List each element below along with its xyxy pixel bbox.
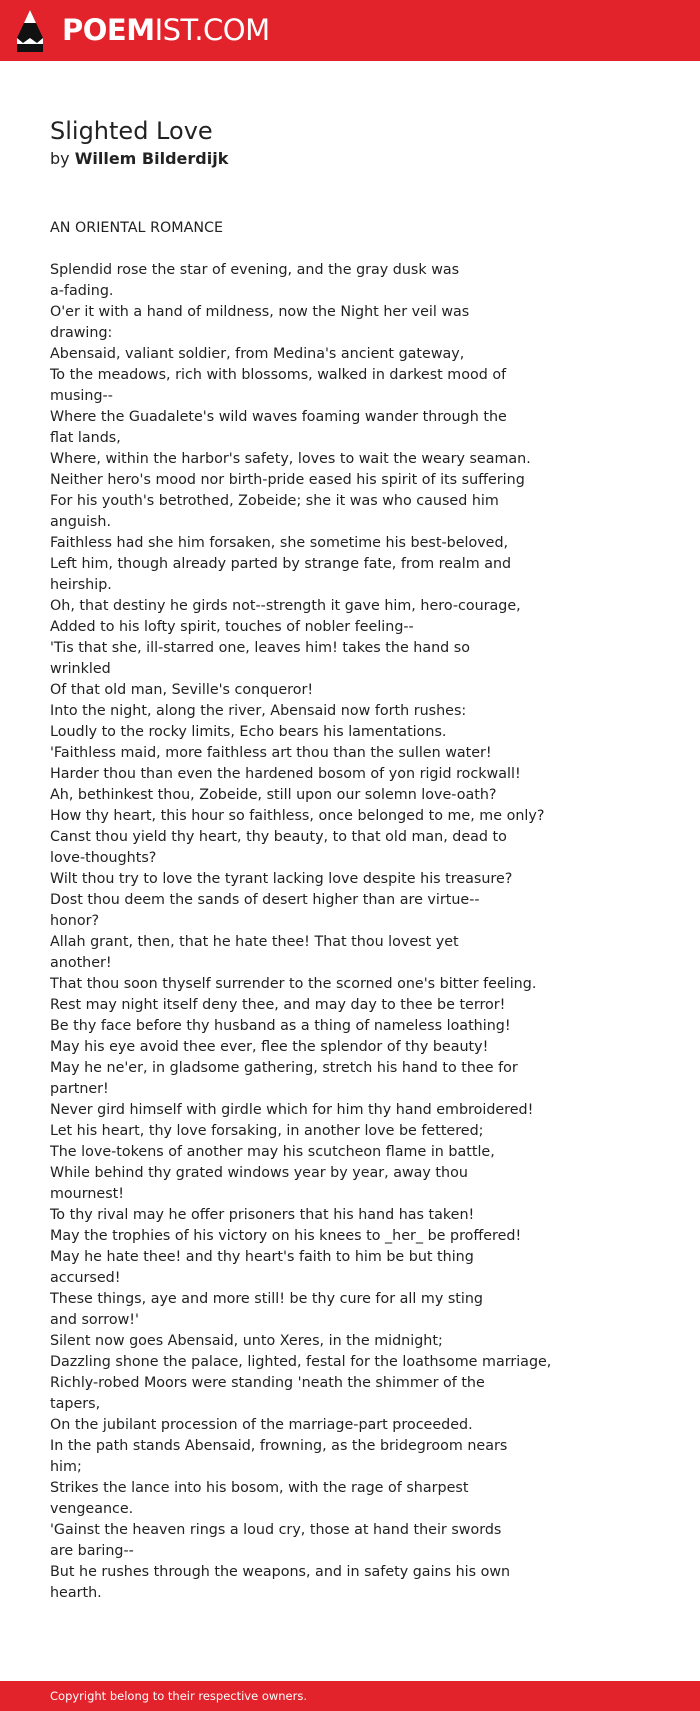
poem-line: Strikes the lance into his bosom, with the rage of sharpest xyxy=(50,1480,469,1496)
poem-line: Richly-robed Moors were standing 'neath the shimmer of the xyxy=(50,1375,485,1391)
poem-line: vengeance. xyxy=(50,1501,134,1517)
poem-line: Where, within the harbor's safety, loves to wait the weary seaman. xyxy=(50,451,531,467)
poem-author: Willem Bilderdijk xyxy=(74,149,229,168)
poem-line: For his youth's betrothed, Zobeide; she it was who caused him xyxy=(50,493,499,509)
poem-line: another! xyxy=(50,955,112,971)
poem-byline xyxy=(50,148,228,170)
poem-line: Neither hero's mood nor birth-pride eased his spirit of its suffering xyxy=(50,472,525,488)
poem-line: Faithless had she him forsaken, she sometime his best-beloved, xyxy=(50,535,509,551)
poem-line: May the trophies of his victory on his knees to _her_ be proffered! xyxy=(50,1228,522,1244)
poem-line: May he ne'er, in gladsome gathering, stretch his hand to thee for xyxy=(50,1060,518,1076)
poem-line: Abensaid, valiant soldier, from Medina's ancient gateway, xyxy=(50,346,465,362)
poem-line: partner! xyxy=(50,1081,109,1097)
poem-line: May his eye avoid thee ever, flee the splendor of thy beauty! xyxy=(50,1039,489,1055)
poem-line: accursed! xyxy=(50,1270,121,1286)
poem-line: him; xyxy=(50,1459,82,1475)
poem-line: The love-tokens of another may his scutcheon flame in battle, xyxy=(50,1144,495,1160)
site-footer xyxy=(0,1681,700,1711)
poem-line: flat lands, xyxy=(50,430,121,446)
poem-line: Silent now goes Abensaid, unto Xeres, in the midnight; xyxy=(50,1333,443,1349)
poem-line: Left him, though already parted by strange fate, from realm and xyxy=(50,556,512,572)
copyright-text: Copyright belong to their respective owners. xyxy=(50,1689,308,1703)
poem-line: a-fading. xyxy=(50,283,114,299)
poem-line: Dazzling shone the palace, lighted, festal for the loathsome marriage, xyxy=(50,1354,552,1370)
poem-line: mournest! xyxy=(50,1186,125,1202)
poem-line: Be thy face before thy husband as a thing of nameless loathing! xyxy=(50,1018,511,1034)
poem-line: tapers, xyxy=(50,1396,101,1412)
poem-line: But he rushes through the weapons, and in safety gains his own xyxy=(50,1564,511,1580)
byline-prefix: by xyxy=(50,149,70,168)
poem-line: Rest may night itself deny thee, and may day to thee be terror! xyxy=(50,997,506,1013)
poem-line: These things, aye and more still! be thy cure for all my sting xyxy=(50,1291,483,1307)
poem-line: Splendid rose the star of evening, and the gray dusk was xyxy=(50,262,460,278)
poem-line: Into the night, along the river, Abensaid now forth rushes: xyxy=(50,703,467,719)
poem-line: anguish. xyxy=(50,514,111,530)
poem-line: honor? xyxy=(50,913,100,929)
poem-line: Of that old man, Seville's conqueror! xyxy=(50,682,314,698)
logo-brand-light: IST.COM xyxy=(154,13,270,47)
poem-body xyxy=(50,218,552,1604)
poem-line: hearth. xyxy=(50,1585,102,1601)
poem-line: May he hate thee! and thy heart's faith to him be but thing xyxy=(50,1249,474,1265)
poem-line: Where the Guadalete's wild waves foaming wander through the xyxy=(50,409,507,425)
poem-line: 'Faithless maid, more faithless art thou than the sullen water! xyxy=(50,745,492,761)
poem-lines xyxy=(50,260,552,1604)
poem-line: musing-- xyxy=(50,388,113,404)
poem-line: How thy heart, this hour so faithless, once belonged to me, me only? xyxy=(50,808,545,824)
pencil-icon[interactable] xyxy=(17,10,43,52)
poem-line: Oh, that destiny he girds not--strength it gave him, hero-courage, xyxy=(50,598,521,614)
poem-line: In the path stands Abensaid, frowning, as the bridegroom nears xyxy=(50,1438,508,1454)
poem-line: love-thoughts? xyxy=(50,850,157,866)
poem-line: wrinkled xyxy=(50,661,111,677)
poem-line: are baring-- xyxy=(50,1543,134,1559)
poem-line: That thou soon thyself surrender to the scorned one's bitter feeling. xyxy=(50,976,537,992)
poem-line: Ah, bethinkest thou, Zobeide, still upon our solemn love-oath? xyxy=(50,787,497,803)
poem-line: Wilt thou try to love the tyrant lacking love despite his treasure? xyxy=(50,871,513,887)
poem-line: While behind thy grated windows year by year, away thou xyxy=(50,1165,468,1181)
poem-line: Never gird himself with girdle which for him thy hand embroidered! xyxy=(50,1102,534,1118)
poem-line: drawing: xyxy=(50,325,113,341)
poem-line: 'Tis that she, ill-starred one, leaves him! takes the hand so xyxy=(50,640,470,656)
poem-line: Canst thou yield thy heart, thy beauty, to that old man, dead to xyxy=(50,829,507,845)
poem-line: Dost thou deem the sands of desert higher than are virtue-- xyxy=(50,892,480,908)
poem-line: Allah grant, then, that he hate thee! That thou lovest yet xyxy=(50,934,459,950)
poem-line: Harder thou than even the hardened bosom of yon rigid rockwall! xyxy=(50,766,521,782)
poem-line: Added to his lofty spirit, touches of nobler feeling-- xyxy=(50,619,414,635)
poem-line: and sorrow!' xyxy=(50,1312,139,1328)
poem-line: O'er it with a hand of mildness, now the Night her veil was xyxy=(50,304,470,320)
poem-line: Let his heart, thy love forsaking, in another love be fettered; xyxy=(50,1123,484,1139)
poem-subtitle: AN ORIENTAL ROMANCE xyxy=(50,220,224,236)
site-logo[interactable] xyxy=(62,12,270,48)
poem-line: heirship. xyxy=(50,577,112,593)
site-header xyxy=(0,0,700,61)
poem-title: Slighted Love xyxy=(50,117,213,145)
poem-line: On the jubilant procession of the marriage-part proceeded. xyxy=(50,1417,473,1433)
poem-line: 'Gainst the heaven rings a loud cry, those at hand their swords xyxy=(50,1522,502,1538)
stanza-gap xyxy=(50,239,540,260)
poem-line: To thy rival may he offer prisoners that his hand has taken! xyxy=(50,1207,475,1223)
poem-line: Loudly to the rocky limits, Echo bears his lamentations. xyxy=(50,724,447,740)
logo-brand-bold: POEM xyxy=(62,13,155,47)
poem-line: To the meadows, rich with blossoms, walked in darkest mood of xyxy=(50,367,507,383)
